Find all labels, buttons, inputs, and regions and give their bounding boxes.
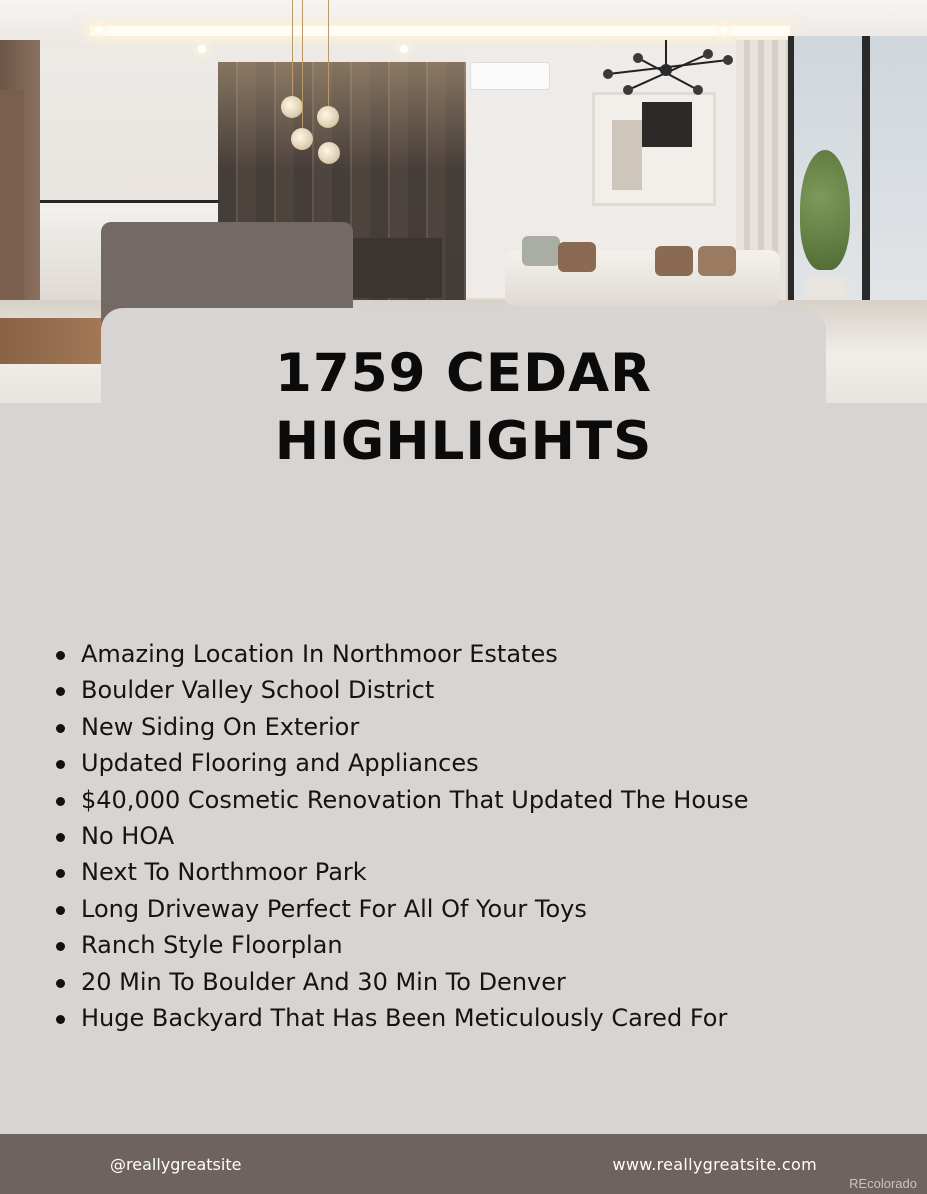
pillow (558, 242, 596, 272)
bullet-icon (56, 906, 65, 915)
title-line-2: HIGHLIGHTS (274, 411, 653, 472)
bullet-icon (56, 687, 65, 696)
bullet-icon (56, 942, 65, 951)
watermark: REcolorado (849, 1176, 917, 1191)
website-link[interactable]: www.reallygreatsite.com (612, 1155, 817, 1174)
bullet-icon (56, 833, 65, 842)
wall-art-detail (612, 120, 642, 190)
pendant-bulb (281, 96, 303, 118)
pendant-bulb (291, 128, 313, 150)
pillow (698, 246, 736, 276)
list-item-text: Long Driveway Perfect For All Of Your Toys (81, 894, 587, 923)
pendant-bulb (317, 106, 339, 128)
list-item (50, 672, 890, 708)
list-item (50, 782, 890, 818)
wood-floor (0, 318, 110, 364)
air-conditioner (470, 62, 550, 90)
list-item-text: Amazing Location In Northmoor Estates (81, 640, 558, 668)
list-item-text: Ranch Style Floorplan (81, 931, 343, 960)
page-title (101, 340, 826, 476)
pillow (522, 236, 560, 266)
bullet-icon (56, 724, 65, 733)
list-item-text: Next To Northmoor Park (81, 858, 367, 887)
wall-art-detail (642, 102, 692, 147)
list-item (50, 745, 890, 781)
list-item-text: Boulder Valley School District (81, 676, 435, 705)
bullet-icon (56, 651, 65, 660)
spot-light (95, 26, 103, 34)
social-handle-link[interactable]: @reallygreatsite (110, 1155, 242, 1174)
chandelier (598, 40, 738, 100)
door (0, 90, 24, 320)
list-item (50, 854, 890, 890)
list-item (50, 964, 890, 1000)
spot-light (400, 45, 408, 53)
list-item (50, 891, 890, 927)
list-item (50, 1000, 890, 1036)
list-item-text: No HOA (81, 821, 175, 850)
dining-table (352, 238, 442, 298)
highlights-list (50, 636, 890, 1036)
ceiling-cove-light (90, 26, 790, 36)
pendant-cord (292, 0, 293, 100)
pillow (655, 246, 693, 276)
list-item-text: $40,000 Cosmetic Renovation That Updated The House (81, 785, 749, 814)
bullet-icon (56, 797, 65, 806)
bullet-icon (56, 869, 65, 878)
bullet-icon (56, 760, 65, 769)
pendant-cord (328, 0, 329, 108)
spot-light (720, 26, 728, 34)
list-item-text: Huge Backyard That Has Been Meticulously Cared For (81, 1003, 728, 1032)
title-line-1: 1759 CEDAR (275, 343, 652, 404)
list-item-text: Updated Flooring and Appliances (81, 749, 479, 778)
list-item-text: 20 Min To Boulder And 30 Min To Denver (81, 967, 566, 996)
list-item-text: New Siding On Exterior (81, 712, 360, 741)
bullet-icon (56, 979, 65, 988)
list-item (50, 636, 890, 672)
pendant-bulb (318, 142, 340, 164)
list-item (50, 818, 890, 854)
bullet-icon (56, 1015, 65, 1024)
list-item (50, 709, 890, 745)
mirror-glow (218, 62, 466, 172)
spot-light (198, 45, 206, 53)
pendant-cord (302, 0, 303, 130)
list-item (50, 927, 890, 963)
potted-plant (800, 150, 850, 270)
